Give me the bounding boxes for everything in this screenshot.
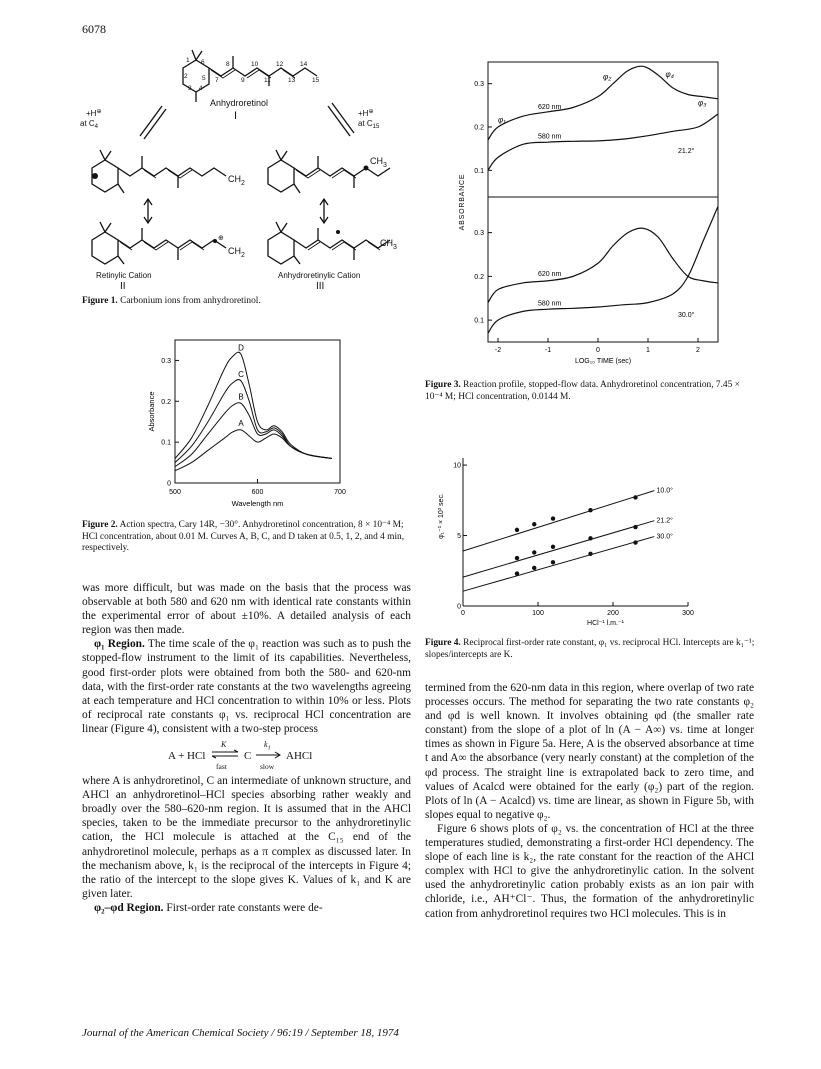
phase-label: φ₃ [698, 98, 707, 108]
right-position-label: at $C_{15}$ [358, 119, 380, 130]
x-tick-label: 1 [646, 347, 650, 354]
y-tick-label: 0.2 [474, 273, 484, 281]
figure-4-chart [438, 448, 738, 628]
x-tick-label: 2 [696, 347, 700, 354]
paragraph: termined from the 620-nm data in this region, where overlap of two rate processes occurs. The method for separating the two rate constants φ₂ and φd is well known. It involves obtaining φd (the smaller rate constant) from the slope of a plot of ln (A − A∞) vs. time at longer times as shown in Figure 5a. Here, A is the observed absorbance at time t and A∞ the absorbance (very nearly constant) at the completion of the φd process. The straight line is extrapolated back to zero time, and values of Acalcd were obtained for the early (φ₂) part of the region. Plots of ln (A − Acalcd) vs. time are linear, as shown in Figure 5b, with slopes equal to negative φ₂. [425, 682, 754, 821]
ring-number: 11 [264, 77, 271, 84]
figure-3-caption [425, 380, 755, 403]
data-point [633, 495, 637, 499]
fit-line [463, 537, 654, 592]
left-text-column [82, 581, 411, 915]
ring-number: 15 [312, 77, 320, 84]
plot-frame [488, 62, 718, 342]
figure-1-caption-text: Carbonium ions from anhydroretinol. [120, 296, 261, 306]
data-point [588, 536, 592, 540]
x-tick-label: -2 [494, 347, 502, 354]
data-point [532, 566, 536, 570]
equation-K: K [221, 740, 227, 750]
x-axis-label: Wavelength nm [231, 499, 284, 508]
anhydroretinylic-cation-structure-2 [268, 222, 390, 264]
left-group-2: $CH_2$ [228, 246, 245, 259]
equation-fast: fast [216, 762, 227, 772]
x-tick-label: 500 [169, 489, 181, 496]
retinylic-cation-structure-1 [92, 150, 226, 193]
y-tick-label: 0.1 [474, 317, 484, 325]
cation-charge: ⊕ [218, 235, 224, 242]
y-tick-label: 0.1 [161, 439, 171, 447]
right-group-2: $CH_3$ [380, 238, 397, 251]
x-tick-label: 0 [461, 610, 465, 617]
x-tick-label: 600 [251, 489, 264, 496]
equation-k1: $k_1$ [264, 740, 271, 752]
phase-label: φ₁ [498, 115, 506, 125]
ring-number: 6 [201, 59, 205, 66]
x-axis-label: HCl⁻¹ l.m.⁻¹ [587, 620, 624, 627]
equation-mid: C [244, 750, 252, 763]
figure-2-chart [140, 328, 360, 518]
rate-equation [82, 738, 411, 772]
x-tick-label: 300 [682, 610, 694, 617]
y-tick-label: 5 [457, 533, 461, 541]
paragraph: where A is anhydroretinol, C an intermediate of unknown structure, and AHCl an anhydroretinol–HCl species absorbing rather weakly and broadly over the 580–620-nm region. It is assumed that in the AHCl species, taken to be the immediate precursor to the anhydroretinylic cation, the HCl molecule is attached at the C₁₅ end of the anhydroretinol molecule, perhaps as a π complex as discussed later. In the mechanism above, k₁ is the reciprocal of the intercepts in Figure 4; the ratio of the intercept to the slope gives K. Values of k₁ and K are given later. [82, 775, 411, 900]
data-point [551, 545, 555, 549]
ring-number: 2 [184, 73, 188, 80]
data-point [515, 556, 519, 560]
ring-number: 10 [251, 61, 259, 68]
curve-label: D [238, 343, 244, 353]
data-point [633, 525, 637, 529]
retinylic-cation-number: II [120, 281, 126, 292]
x-axis-label: LOG₁₀ TIME (sec) [574, 358, 632, 365]
curve-label: B [238, 392, 244, 402]
figure-1-structures [78, 40, 418, 290]
figure-1-caption [82, 296, 412, 308]
equation-lhs: A + HCl [168, 750, 206, 763]
left-group-1: $CH_2$ [228, 174, 245, 187]
phase-label: φ₄ [665, 70, 674, 80]
curve-620-nm [488, 228, 718, 303]
paragraph: φ₁ Region. The time scale of the φ₁ reaction was such as to push the stopped-flow instrument to the limit of its capabilities. Nevertheless, good first-order plots were obtained from both the 580- and 620-nm data, with the first-order rate constants at the two wavelengths agreeing at each temperature and HCl concentration to within 10% or less. Plots of reciprocal rate constants φ₁ vs. reciprocal HCl concentration are linear (Figure 4), consistent with a two-step process [82, 638, 411, 735]
figure-3-label: Figure 3. [425, 380, 461, 390]
y-tick-label: 10 [453, 462, 461, 470]
curve-label: C [238, 369, 244, 379]
curve-label: 580 nm [538, 300, 562, 308]
paragraph: was more difficult, but was made on the basis that the process was observable at both 580 and 620 nm with identical rate constants within the experimental error of about ±10%. A detailed analysis of each region was then made. [82, 582, 411, 637]
x-tick-label: 100 [532, 610, 544, 617]
paragraph: Figure 6 shows plots of φ₂ vs. the concentration of HCl at the three temperatures studied, demonstrating a first-order HCl dependency. The slope of each line is k₂, the rate constant for the reaction of the AHCl complex with HCl to give the anhydroretinylic cation. In the solvent used the anhydroretinylic cation probably exists as an ion pair with chloride, i.e., AH⁺Cl⁻. Thus, the formation of the anhydroretinylic cation from anhydroretinol requires two HCl molecules. This is in [425, 822, 754, 920]
curve-label: 620 nm [538, 270, 562, 278]
anhydroretinylic-cation-label: Anhydroretinylic Cation [278, 271, 361, 280]
y-tick-label: 0.3 [474, 230, 484, 238]
y-axis-label: ABSORBANCE [459, 173, 466, 231]
page-number: 6078 [82, 22, 106, 36]
figure-4-caption-text: Reciprocal first-order rate constant, φ₁ vs. reciprocal HCl. Intercepts are k₁⁻¹; slopes/intercepts are K. [425, 638, 755, 660]
data-point [532, 550, 536, 554]
ring-number: 8 [226, 61, 230, 68]
y-tick-label: 0.1 [474, 167, 484, 175]
y-tick-label: 0 [167, 480, 171, 488]
paragraph: φ₂–φd Region. First-order rate constants were de- [94, 901, 323, 914]
curve-label: A [238, 418, 244, 428]
data-point [588, 508, 592, 512]
y-tick-label: 0 [457, 603, 461, 611]
figure-3-chart [448, 52, 738, 372]
figure-3-caption-text: Reaction profile, stopped-flow data. Anhydroretinol concentration, 7.45 × 10⁻⁴ M; HCl concentration, 0.0144 M. [425, 380, 740, 402]
ring-number: 4 [199, 85, 203, 92]
ring-number: 12 [276, 61, 284, 68]
ring-number: 9 [241, 77, 245, 84]
curve-C [175, 380, 332, 463]
left-reagent-label: +H⊕ [86, 109, 102, 118]
right-text-column [425, 681, 754, 921]
data-point [551, 516, 555, 520]
figure-4-label: Figure 4. [425, 638, 461, 648]
section-head: φ₁ Region. [94, 638, 145, 651]
ring-number: 14 [300, 61, 308, 68]
retinylic-cation-structure-2 [92, 222, 226, 264]
figure-2-caption-text: Action spectra, Cary 14R, −30°. Anhydroretinol concentration, 8 × 10⁻⁴ M; HCl concentration, about 0.01 M. Curves A, B, C, and D taken at 0.5, 1, 2, and 4 min, respectively. [82, 520, 405, 553]
anhydroretinol-label: Anhydroretinol [210, 98, 269, 108]
anhydroretinylic-cation-number: III [316, 281, 325, 292]
ring-number: 1 [186, 57, 190, 64]
fit-line [463, 521, 654, 577]
left-position-label: at $C_4$ [80, 119, 99, 130]
figure-1-label: Figure 1. [82, 296, 118, 306]
right-group-1: $CH_3$ [370, 156, 387, 169]
curve-label: 620 nm [538, 104, 562, 112]
x-tick-label: 200 [607, 610, 619, 617]
series-label: 10.0° [656, 487, 673, 495]
x-tick-label: -1 [544, 347, 552, 354]
y-axis-label: φ₁⁻¹ × 10³ sec. [438, 493, 445, 539]
equation-rhs: AHCl [286, 750, 313, 763]
ring-number: 13 [288, 77, 296, 84]
section-head: φ₂–φd Region. [94, 901, 164, 914]
anhydroretinol-number: I [234, 110, 238, 122]
ring-number: 5 [202, 75, 206, 82]
journal-footer: Journal of the American Chemical Society / 96:19 / September 18, 1974 [82, 1027, 399, 1039]
ring-number: 3 [188, 85, 192, 92]
series-label: 30.0° [656, 533, 673, 541]
temperature-label: 30.0° [678, 311, 695, 319]
figure-2-label: Figure 2. [82, 520, 118, 530]
y-axis-label: Absorbance [147, 391, 156, 432]
series-label: 21.2° [656, 517, 673, 525]
right-reagent-label: +H⊕ [358, 109, 374, 118]
figure-4-caption [425, 638, 755, 661]
y-tick-label: 0.2 [161, 398, 171, 406]
ring-number: 7 [215, 77, 219, 84]
x-tick-label: 0 [596, 347, 600, 354]
data-point [515, 571, 519, 575]
data-point [515, 528, 519, 532]
data-point [532, 522, 536, 526]
fit-line [463, 491, 654, 551]
phase-label: φ₂ [603, 72, 612, 82]
data-point [588, 552, 592, 556]
curve-D [175, 352, 332, 458]
plot-frame [175, 340, 340, 483]
temperature-label: 21.2° [678, 147, 695, 155]
retinylic-cation-label: Retinylic Cation [96, 271, 152, 280]
y-tick-label: 0.2 [474, 124, 484, 132]
data-point [551, 560, 555, 564]
y-tick-label: 0.3 [161, 357, 171, 365]
curve-label: 580 nm [538, 133, 562, 141]
y-tick-label: 0.3 [474, 81, 484, 89]
figure-2-caption [82, 520, 412, 555]
x-tick-label: 700 [334, 489, 346, 496]
curve-580-nm [488, 114, 718, 170]
equation-slow: slow [260, 762, 275, 772]
data-point [633, 540, 637, 544]
